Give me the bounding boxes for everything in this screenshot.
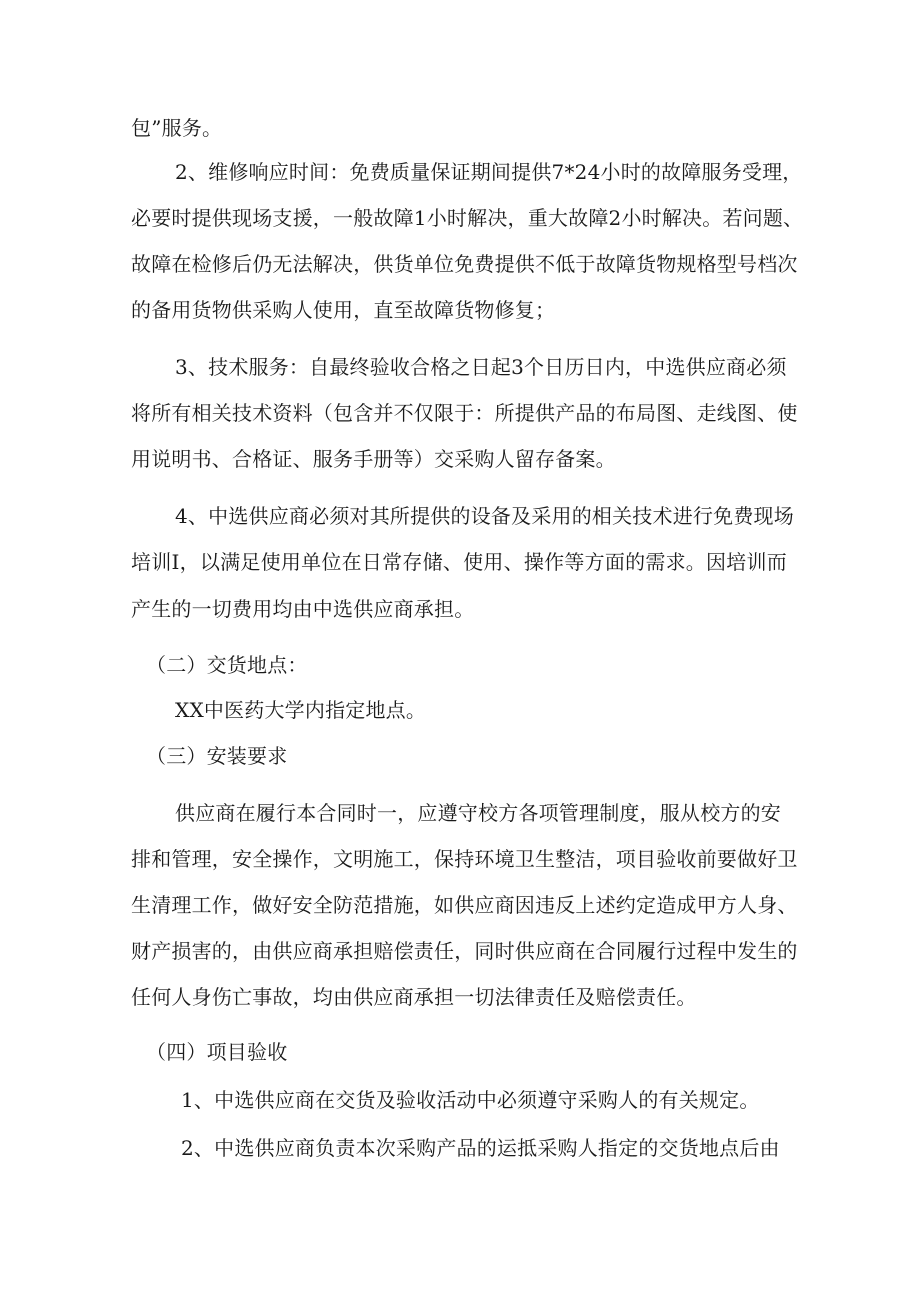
paragraph-line: 产生的一切费用均由中选供应商承担。 xyxy=(131,597,475,621)
paragraph-line: 供应商在履行本合同时一，应遵守校方各项管理制度，服从校方的安 xyxy=(175,801,781,825)
acceptance-item-2: 2、中选供应商负责本次采购产品的运抵采购人指定的交货地点后由 xyxy=(181,1136,780,1160)
acceptance-item-1: 1、中选供应商在交货及验收活动中必须遵守采购人的有关规定。 xyxy=(181,1088,760,1112)
paragraph-line: 财产损害的，由供应商承担赔偿责任，同时供应商在合同履行过程中发生的 xyxy=(131,939,798,963)
installation-heading: （三）安装要求 xyxy=(146,744,288,768)
delivery-location-heading: （二）交货地点： xyxy=(146,653,308,677)
paragraph-line: 任何人身伤亡事故，均由供应商承担一切法律责任及赔偿责任。 xyxy=(131,985,697,1009)
paragraph-line: 故障在检修后仍无法解决，供货单位免费提供不低于故障货物规格型号档次 xyxy=(131,252,798,276)
continuation-text: 包”服务。 xyxy=(131,116,223,140)
delivery-location-text: XX中医药大学内指定地点。 xyxy=(175,698,427,722)
paragraph-line: 用说明书、合格证、服务手册等）交采购人留存备案。 xyxy=(131,447,616,471)
paragraph-line: 3、技术服务：自最终验收合格之日起3个日历日内，中选供应商必须 xyxy=(175,355,787,379)
paragraph-line: 的备用货物供采购人使用，直至故障货物修复； xyxy=(131,298,556,322)
paragraph-line: 排和管理，安全操作，文明施工，保持环境卫生整洁，项目验收前要做好卫 xyxy=(131,847,798,871)
paragraph-line: 将所有相关技术资料（包含并不仅限于：所提供产品的布局图、走线图、使 xyxy=(131,401,798,425)
paragraph-line: 生清理工作，做好安全防范措施，如供应商因违反上述约定造成甲方人身、 xyxy=(131,893,798,917)
acceptance-heading: （四）项目验收 xyxy=(146,1040,288,1064)
paragraph-line: 4、中选供应商必须对其所提供的设备及采用的相关技术进行免费现场 xyxy=(175,504,794,528)
paragraph-line: 2、维修响应时间：免费质量保证期间提供7*24小时的故障服务受理， xyxy=(175,160,803,184)
paragraph-line: 培训I，以满足使用单位在日常存储、使用、操作等方面的需求。因培训而 xyxy=(131,550,787,574)
paragraph-line: 必要时提供现场支援，一般故障1小时解决，重大故障2小时解决。若问题、 xyxy=(131,206,804,230)
